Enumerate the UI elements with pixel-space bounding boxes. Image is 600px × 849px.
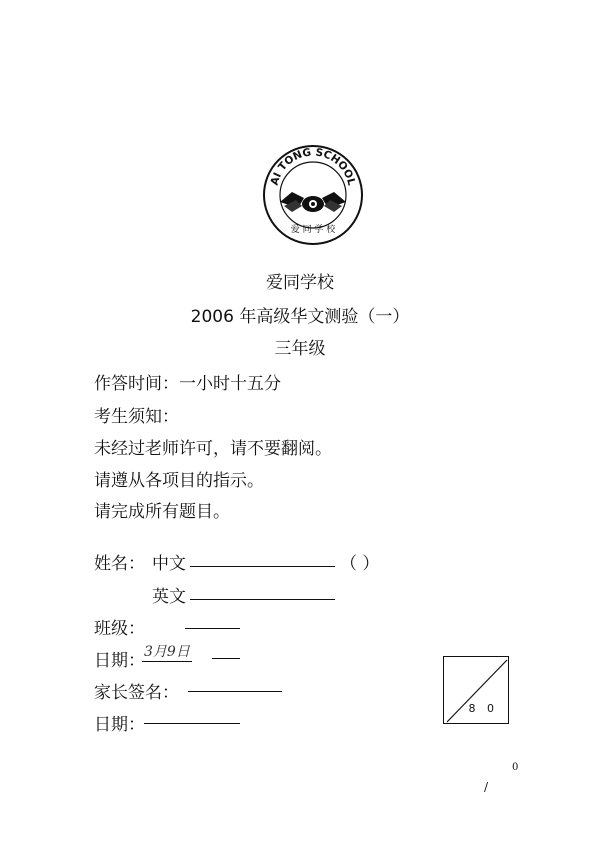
chinese-name-field[interactable] [190, 550, 335, 567]
exam-duration: 作答时间：一小时十五分 [94, 374, 281, 394]
stray-mark-zero: 0 [512, 762, 519, 773]
exam-title: 2006 年高级华文测验（一） [190, 307, 410, 327]
svg-text:AI TONG SCHOOL [269, 146, 358, 186]
parent-signature-field[interactable] [188, 675, 282, 692]
notice-item: 请完成所有题目。 [94, 502, 230, 522]
parent-signature-label: 家长签名： [94, 683, 179, 703]
notice-item: 请遵从各项目的指示。 [94, 471, 264, 491]
score-box [443, 656, 509, 724]
logo-ring-text: AI TONG SCHOOL [268, 146, 358, 187]
class-field[interactable] [185, 612, 240, 629]
english-name-field[interactable] [190, 583, 335, 600]
date-label: 日期： [94, 651, 145, 671]
class-number-paren: （ ） [340, 554, 380, 574]
notice-title: 考生须知： [94, 407, 179, 427]
english-name-label: 英文 [152, 587, 186, 607]
signature-date-field[interactable] [144, 707, 240, 724]
grade-level: 三年级 [274, 339, 326, 359]
logo-motto: 爱 同 学 校 [290, 225, 336, 235]
notice-item: 未经过老师许可，请不要翻阅。 [94, 439, 332, 459]
signature-date-label: 日期： [94, 715, 145, 735]
class-label: 班级： [94, 619, 145, 639]
school-name: 爱同学校 [266, 273, 334, 293]
chinese-name-label: 中文 [152, 554, 186, 574]
school-logo [262, 144, 364, 246]
date-extra-line [212, 642, 240, 659]
handwritten-date: 3月9日 [142, 641, 192, 662]
score-total: 8 0 [468, 702, 498, 715]
name-label: 姓名： [94, 554, 145, 574]
stray-mark-slash: / [484, 780, 489, 794]
